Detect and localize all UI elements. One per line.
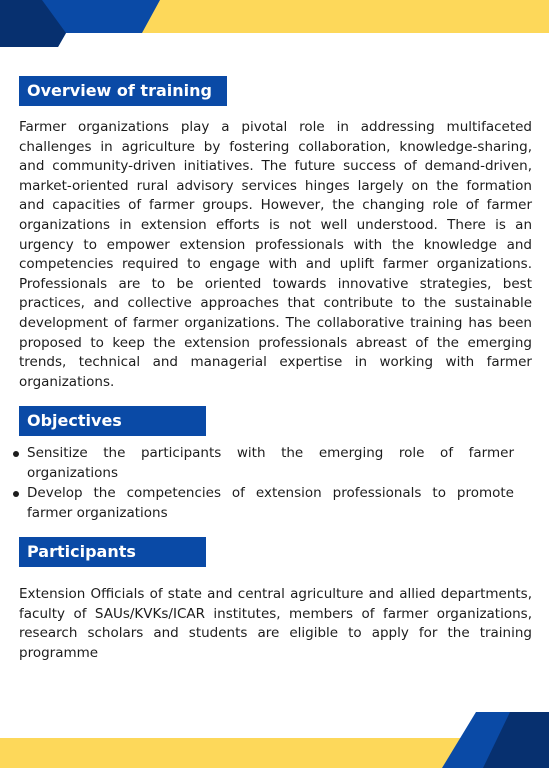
participants-heading: Participants: [19, 537, 206, 567]
objective-item: [27, 444, 514, 483]
objectives-heading: Objectives: [19, 406, 206, 436]
objectives-list: [27, 444, 514, 524]
bullet-icon: [13, 451, 19, 457]
bullet-icon: [13, 491, 19, 497]
participants-paragraph: Extension Officials of state and central agriculture and allied departments, faculty of SAUs/KVKs/ICAR institutes, members of farmer organizations, research scholars and students are eligible to apply for the training programme: [19, 586, 532, 661]
objective-item: [27, 484, 514, 523]
overview-heading: Overview of training: [19, 76, 227, 106]
overview-paragraph: Farmer organizations play a pivotal role in addressing multifaceted challenges in agriculture by fostering collaboration, knowledge-sharing, and community-driven initiatives. The future success of demand-driven, market-oriented rural advisory services hinges largely on the formation and capacities of farmer groups. However, the changing role of farmer organizations in extension efforts is not well understood. There is an urgency to empower extension professionals with the knowledge and competencies required to engage with and uplift farmer organizations. Professionals are to be oriented towards innovative strategies, best practices, and collective approaches that contribute to the sustainable development of farmer organizations. The collaborative training has been proposed to keep the extension professionals abreast of the emerging trends, technical and managerial expertise in working with farmer organizations.: [19, 119, 532, 390]
objective-text: Sensitize the participants with the emerging role of farmer organizations: [27, 445, 514, 481]
objective-text: Develop the competencies of extension professionals to promote farmer organizations: [27, 485, 514, 521]
